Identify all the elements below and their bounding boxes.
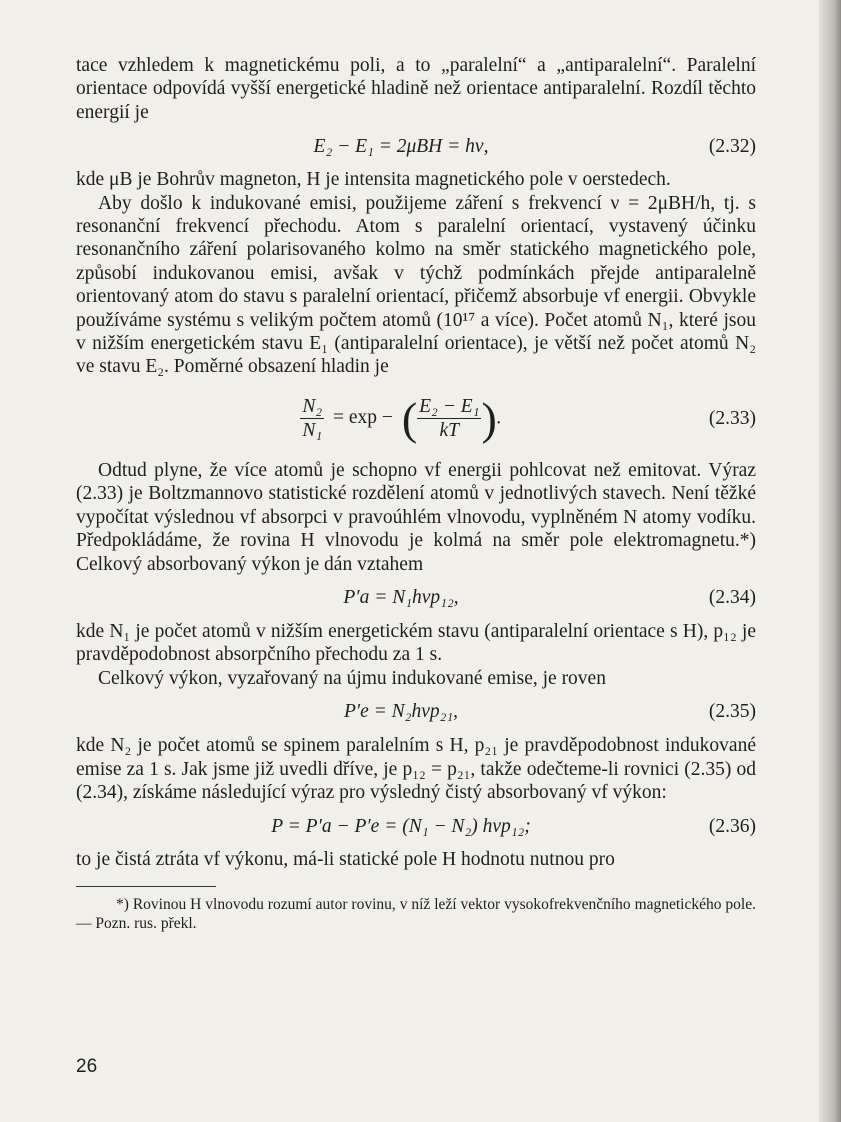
- page-number: 26: [76, 1056, 98, 1077]
- fraction-numerator: N₂: [300, 395, 324, 419]
- fraction-denominator: kT: [439, 420, 460, 442]
- equation-formula: P′a = N₁hνp₁₂,: [343, 587, 459, 609]
- equation-number: (2.33): [708, 408, 756, 430]
- equation-number: (2.34): [708, 587, 756, 609]
- equation-middle: = exp −: [333, 407, 393, 429]
- paragraph-4: Odtud plyne, že více atomů je schopno vf energii pohlcovat než emitovat. Výraz (2.33) je Boltzmannovo statistické rozdělení atomů v jednotlivých stavech. Není těžké vypočítat výslednou vf absorpci v pravoúhlém vlnovodu, vyplněném N atomy vodíku. Předpokládáme, že rovina H vlnovodu je kolmá na směr pole elektromagnetu.*) Celkový absorbovaný výkon je dán vztahem: [76, 459, 756, 575]
- page-gutter-shadow: [819, 0, 841, 1122]
- equation-2-33: [76, 379, 756, 459]
- equation-2-36: [76, 804, 756, 848]
- paragraph-1: tace vzhledem k magnetickému poli, a to „paralelní“ a „antiparalelní“. Paralelní orientace odpovídá vyšší energetické hladině než orientace antiparalelní. Rozdíl těchto energií je: [76, 55, 756, 123]
- fraction-rhs: [417, 395, 481, 443]
- equation-number: (2.36): [708, 815, 756, 837]
- period: .: [496, 407, 502, 429]
- paragraph-8: to je čistá ztráta vf výkonu, má-li statické pole H hodnotu nutnou pro: [76, 849, 615, 871]
- paragraph-7: kde N₂ je počet atomů se spinem paralelním s H, p₂₁ je pravděpodobnost indukované emise za 1 s. Jak jsme již uvedli dříve, je p₁₂ = p₂₁, takže odečteme-li rovnici (2.35) od (2.34), získáme následující výraz pro výsledný čistý absorbovaný vf výkon:: [76, 735, 756, 803]
- equation-number: (2.32): [708, 135, 756, 157]
- paragraph-5: kde N₁ je počet atomů v nižším energetickém stavu (antiparalelní orientace s H), p₁₂ je pravděpodobnost absorpčního přechodu za 1 s.: [76, 620, 756, 666]
- paragraph-6: Celkový výkon, vyzařovaný na újmu indukované emise, je roven: [98, 667, 606, 689]
- equation-number: (2.35): [708, 701, 756, 723]
- right-paren: ): [481, 393, 497, 445]
- equation-formula: E₂ − E₁ = 2μBH = hν,: [313, 135, 489, 157]
- equation-2-34: [76, 576, 756, 620]
- fraction-lhs: [300, 395, 324, 443]
- fraction-numerator: E₂ − E₁: [417, 395, 481, 419]
- equation-2-32: [76, 124, 756, 168]
- equation-formula: P′e = N₂hνp₂₁,: [343, 701, 459, 723]
- left-paren: (: [401, 393, 418, 445]
- equation-2-35: [76, 690, 756, 734]
- paragraph-3: Aby došlo k indukované emisi, použijeme záření s frekvencí ν = 2μBH/h, tj. s resonanční frekvencí přechodu. Atom s paralelní orientací, vystavený účinku resonančního záření polarisovaného kolmo na směr statického magnetického pole, způsobí indukovanou emisi, avšak v týchž podmínkách přejde antiparalelně orientovaný atom do stavu s paralelní orientací, přičemž absorbuje vf energii. Obvykle používáme systému s velikým počtem atomů (10¹⁷ a více). Počet atomů N₁, které jsou v nižším energetickém stavu E₁ (antiparalelní orientace), je větší než počet atomů N₂ ve stavu E₂. Poměrné obsazení hladin je: [76, 192, 756, 378]
- fraction-denominator: N₁: [302, 420, 323, 442]
- page-body: [76, 54, 756, 933]
- footnote: *) Rovinou H vlnovodu rozumí autor rovinu, v níž leží vektor vysokofrekvenčního magnetického pole. — Pozn. rus. překl.: [76, 895, 756, 932]
- equation-formula: P = P′a − P′e = (N₁ − N₂) hνp₁₂;: [271, 815, 531, 837]
- paragraph-2: kde μB je Bohrův magneton, H je intensita magnetického pole v oerstedech.: [76, 169, 671, 191]
- footnote-divider: [76, 886, 216, 887]
- equation-formula: [76, 395, 686, 443]
